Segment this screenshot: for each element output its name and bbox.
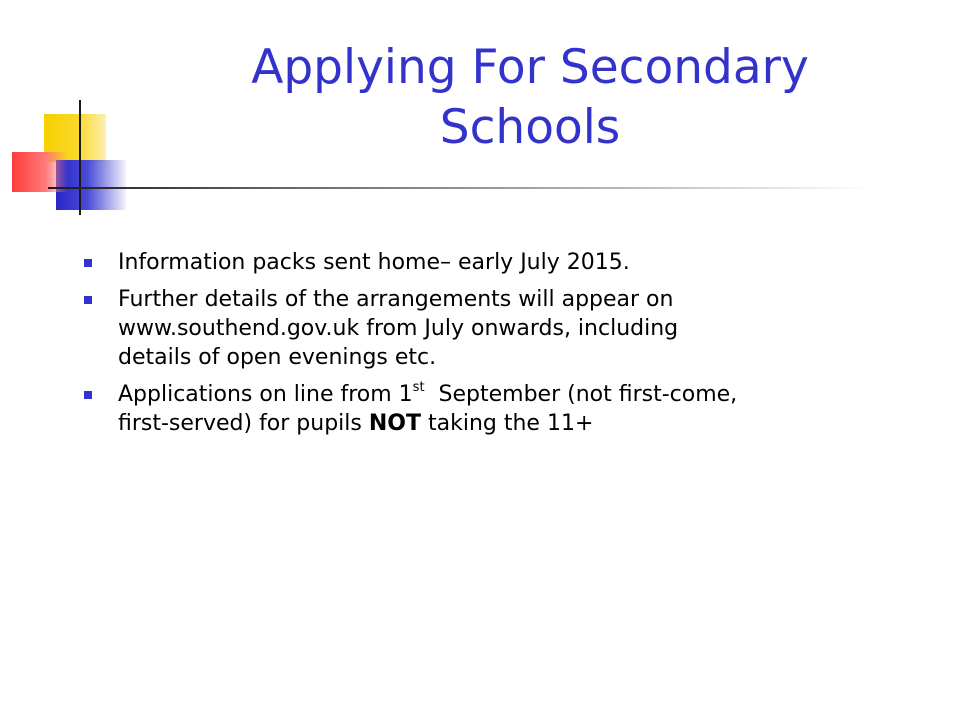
bullet-item bbox=[84, 248, 934, 277]
bullet-text-line-1: Further details of the arrangements will appear on bbox=[118, 287, 674, 312]
square-bullet-icon bbox=[84, 296, 92, 304]
bullet-text-part-4: taking the 11+ bbox=[421, 411, 594, 436]
vertical-rule bbox=[79, 100, 81, 215]
slide-title bbox=[180, 38, 880, 158]
slide-title-line-1: Applying For Secondary bbox=[251, 40, 809, 95]
bullet-text-line-2: www.southend.gov.uk from July onwards, including bbox=[118, 316, 679, 341]
decorative-logo bbox=[0, 0, 200, 230]
bullet-text-part-3: first-served) for pupils bbox=[118, 411, 369, 436]
square-bullet-icon bbox=[84, 391, 92, 399]
bullet-text-part-1: Applications on line from 1 bbox=[118, 382, 413, 407]
square-bullet-icon bbox=[84, 259, 92, 267]
bullet-list bbox=[84, 248, 934, 446]
bullet-text: Information packs sent home– early July 2015. bbox=[118, 250, 630, 275]
bullet-item bbox=[84, 285, 934, 372]
bullet-text-bold: NOT bbox=[368, 411, 421, 436]
bullet-text-line-3: details of open evenings etc. bbox=[118, 345, 437, 370]
title-underline-rule bbox=[48, 187, 868, 189]
ordinal-superscript: st bbox=[412, 380, 425, 395]
bullet-item bbox=[84, 380, 934, 438]
bullet-text-part-2: September (not first-come, bbox=[424, 382, 738, 407]
slide-title-line-2: Schools bbox=[439, 100, 621, 155]
red-square-shape bbox=[12, 152, 68, 192]
